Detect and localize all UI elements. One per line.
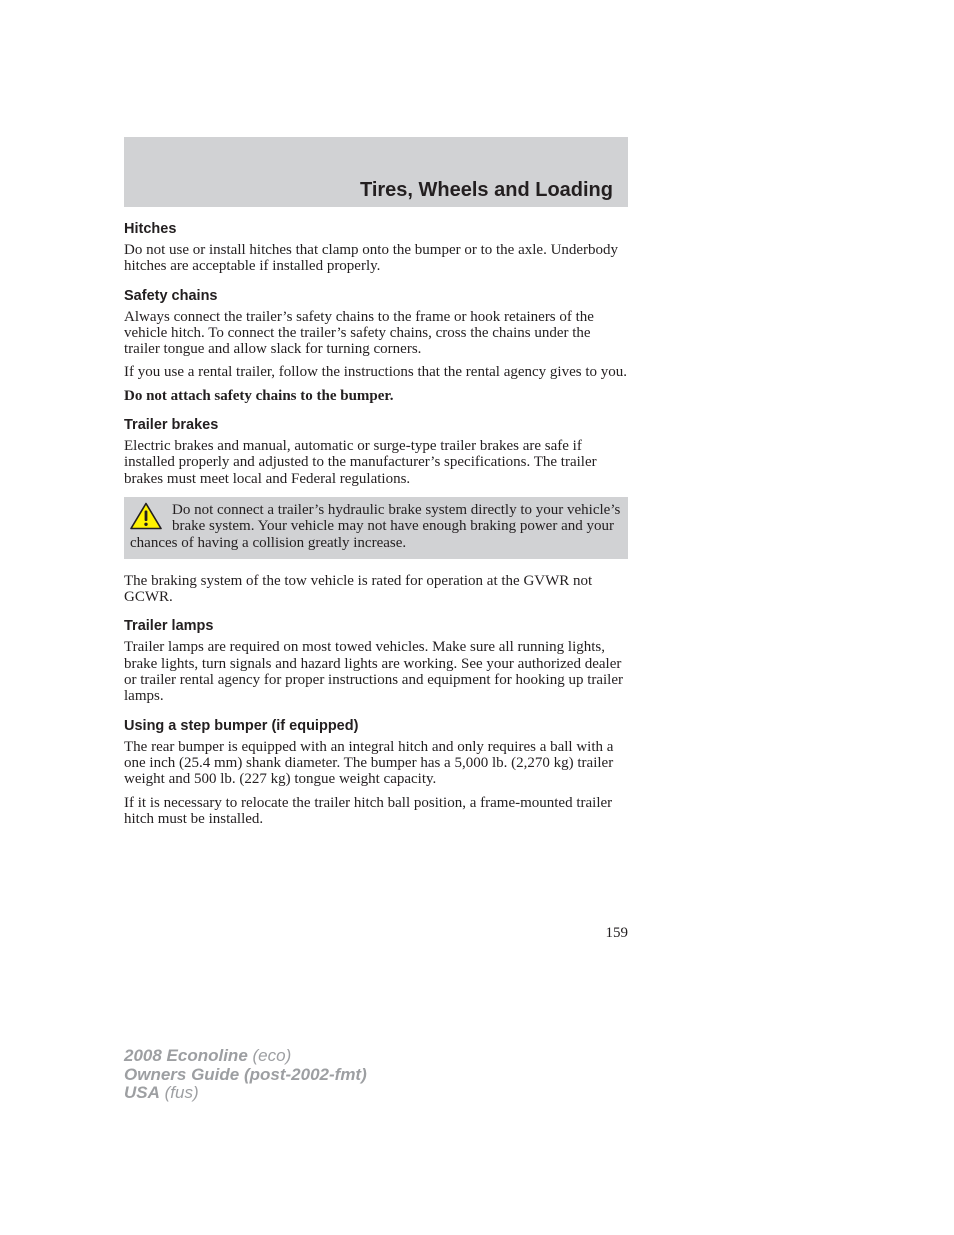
chapter-header-band [124, 137, 628, 207]
paragraph: Always connect the trailer’s safety chains to the frame or hook retainers of the vehicle hitch. To connect the trailer’s safety chains, cross the chains under the trailer tongue and allow slack for turning corners. [124, 308, 594, 358]
warning-text: Do not connect a trailer’s hydraulic brake system directly to your vehicle’s brake system. Your vehicle may not have enough braking power and your chances of having a collision greatly increase. [130, 501, 621, 551]
section-safety-chains [124, 287, 628, 404]
paragraph: If you use a rental trailer, follow the instructions that the rental agency gives to you. [124, 364, 627, 381]
paragraph: The rear bumper is equipped with an integral hitch and only requires a ball with a one inch (25.4 mm) shank diameter. The bumper has a 5,000 lb. (2,270 kg) trailer weight and 500 lb. (227 kg) tongue weight capacity. [124, 738, 614, 788]
chapter-title: Tires, Wheels and Loading [359, 179, 613, 201]
footer-model-code: (eco) [247, 1046, 292, 1065]
footer-market: USA [124, 1083, 160, 1102]
paragraph: Electric brakes and manual, automatic or surge-type trailer brakes are safe if installed properly and adjusted to the manufacturer’s specifications. The trailer brakes must meet local and Federal regulations. [124, 438, 597, 487]
footer-line-1 [124, 1047, 367, 1066]
paragraph: The braking system of the tow vehicle is rated for operation at the GVWR not GCWR. [124, 572, 593, 606]
section-heading: Using a step bumper (if equipped) [124, 717, 359, 734]
paragraph: Trailer lamps are required on most towed vehicles. Make sure all running lights, brake lights, turn signals and hazard lights are working. See your authorized dealer or trailer rental agency for proper instructions and equipment for hooking up trailer lamps. [124, 639, 623, 705]
footer-line-2 [124, 1066, 367, 1085]
section-trailer-lamps [124, 617, 628, 704]
section-heading: Trailer lamps [124, 618, 214, 635]
section-heading: Hitches [124, 221, 177, 237]
footer-model: 2008 Econoline [124, 1046, 248, 1065]
footer-guide: Owners Guide (post-2002-fmt) [124, 1064, 367, 1084]
page-number: 159 [605, 925, 628, 941]
warning-box [124, 497, 628, 559]
footer-line-3 [124, 1084, 367, 1103]
section-heading: Trailer brakes [124, 417, 219, 434]
section-step-bumper [124, 717, 628, 827]
paragraph: Do not use or install hitches that clamp onto the bumper or to the axle. Underbody hitches are acceptable if installed properly. [124, 242, 619, 275]
document-footer [124, 1047, 367, 1103]
section-heading: Safety chains [124, 287, 218, 304]
section-trailer-brakes [124, 416, 628, 605]
page-content [124, 220, 628, 839]
bold-warning-paragraph: Do not attach safety chains to the bumper. [124, 387, 394, 404]
paragraph: If it is necessary to relocate the trailer hitch ball position, a frame-mounted trailer hitch must be installed. [124, 794, 613, 827]
footer-market-code: (fus) [159, 1083, 199, 1102]
warning-triangle-icon [130, 502, 162, 530]
section-hitches [124, 220, 628, 275]
